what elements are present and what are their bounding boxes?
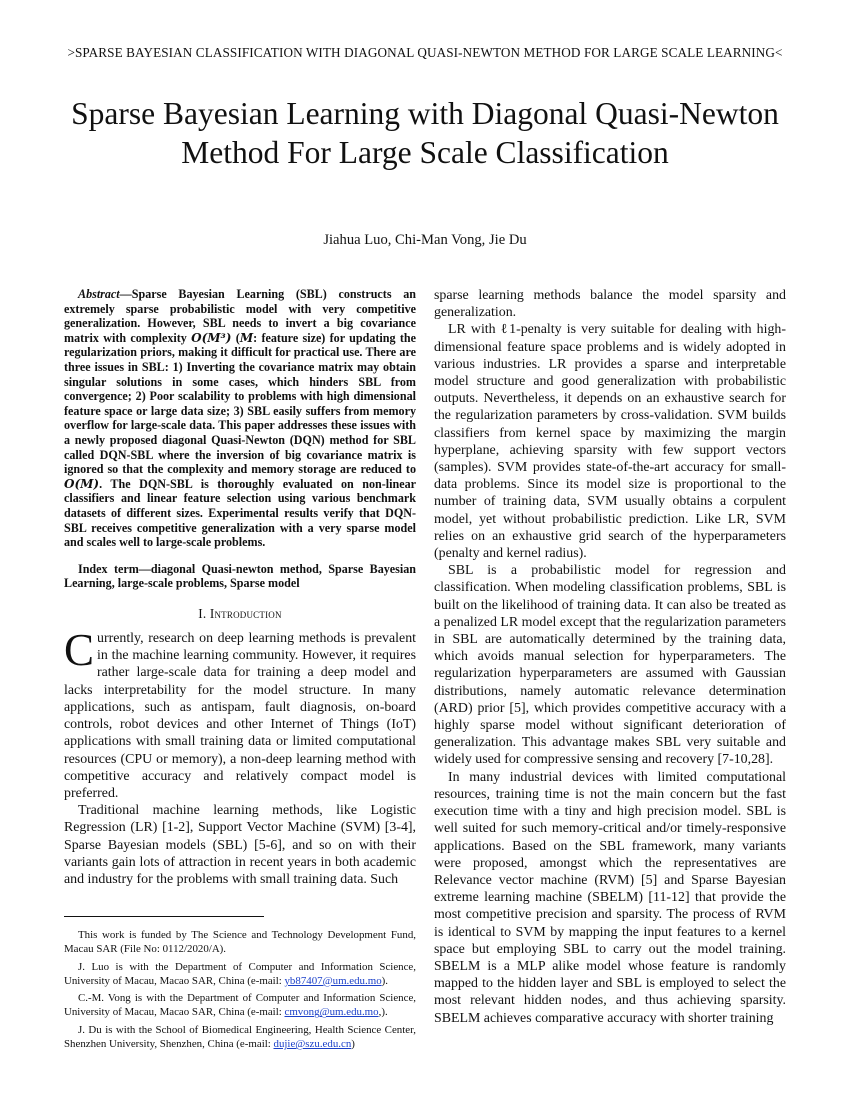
footnote-text: ,).	[378, 1006, 388, 1019]
section-number: I.	[198, 605, 207, 621]
footnote-text: C.-M. Vong is with the Department of Computer and Information Science, University of Macau, Macao SAR, China (e-mail:	[64, 992, 416, 1019]
footnote-text: ).	[381, 974, 388, 987]
abstract-text: : feature size) for updating the regularization priors, making it difficult for practical use. There are three issues in SBL: 1) Inverting the covariance matrix may obtain singular solutions in some cases, which hinders SBL from convergence; 2) Poor scalability to problems with high dimensional feature space or large data size; 3) SBL easily suffers from memory overflow for large-scale data. This paper addresses these issues with a newly proposed diagonal Quasi-Newton (DQN) method for SBL called DQN-SBL where the inversion of big covariance matrix is ignored so that the complexity and memory storage are reduced to	[64, 330, 416, 477]
footnote-author	[64, 960, 416, 989]
footnote-funding: This work is funded by The Science and Technology Development Fund, Macau SAR (File No: 0112/2020/A).	[64, 929, 416, 956]
drop-cap: C	[64, 625, 95, 676]
footnote-author	[64, 991, 416, 1020]
body-paragraph: In many industrial devices with limited computational resources, training time is not the main concern but the fast execution time with a tiny and high precision model. SBL is well suited for such memory-critical and/or timely-responsive applications. Based on the SBL framework, many variants were proposed, amongst which the representatives are Relevance vector machine (RVM) [5] and Sparse Bayesian extreme learning machine (SBELM) [11-12] that provide the most competitive precision and sparsity. The process of RVM is identical to SVM by mapping the input features to a kernel space but employing SBL to carry out the model training. SBELM is a MLP alike model whose feature is randomly mapped to the hidden layer and SBL is employed to select the most relevant hidden nodes, and thus achieving sparsity. SBELM achieves comparative accuracy with shorter training	[434, 769, 786, 1026]
footnote-author	[64, 1023, 416, 1052]
section-title: Introduction	[209, 605, 282, 621]
body-paragraph	[64, 625, 416, 802]
footnotes	[64, 916, 416, 1051]
body-paragraph: SBL is a probabilistic model for regression and classification. When modeling classification problems, SBL is built on the likelihood of training data. It can also be treated as a penalized LR model except that the regularization parameters in SBL are automatically determined by the training data, which avoids manual selection for hyperparameters. The regularization hyperparameters are assumed with Gaussian distributions, namely automatic relevance determination (ARD) prior [5], which provides competitive accuracy with a highly sparse model without significant deterioration of generalization. This advantage makes SBL very suitable and widely used for compressive sensing and recovery [7-10,28].	[434, 563, 786, 768]
right-column	[434, 287, 786, 1027]
footnote-text: J. Du is with the School of Biomedical Engineering, Health Science Center, Shenzhen University, Shenzhen, China (e-mail:	[64, 1023, 416, 1051]
paper-title: Sparse Bayesian Learning with Diagonal Quasi-Newton Method For Large Scale Classification	[71, 96, 779, 170]
abstract-math: O(M)	[64, 476, 100, 491]
footnote-text: J. Luo is with the Department of Computer and Information Science, University of Macau, Macao SAR, China (e-mail:	[64, 960, 416, 987]
abstract-text: (	[231, 330, 240, 345]
abstract-text: . The DQN-SBL is thoroughly evaluated on non-linear classifiers and linear feature selection using various benchmark datasets of different sizes. Experimental results verify that DQN-SBL receives competitive generalization with a very sparse model and scales well to large-scale problems.	[64, 476, 416, 550]
body-paragraph: sparse learning methods balance the model sparsity and generalization.	[434, 288, 786, 321]
abstract-text: —Sparse Bayesian Learning (SBL) constructs an extremely sparse probabilistic model with very competitive generalization. However, SBL needs to invert a big covariance matrix with complexity	[64, 287, 416, 345]
email-link[interactable]: dujie@szu.edu.cn	[273, 1038, 352, 1051]
body-paragraph: LR with ℓ1-penalty is very suitable for dealing with high-dimensional feature space problems and is widely adopted in various industries. LR provides a sparse and interpretable model structure and good generalization with probabilistic outputs. Nevertheless, it depends on an exhaustive search for the regularization parameters by cross-validation. SVM builds classifiers from kernel space by maximizing the margin hyperplane, achieving sparsity with few support vectors (samples). SVM provides state-of-the-art accuracy for small-data problems. Since its model size is proportional to the number of training data, SVM usually obtains a corpulent model, yet without probabilistic prediction. Like LR, SVM relies on an exhaustive grid search of the hyperparameters (penalty and kernel radius).	[434, 322, 786, 562]
paragraph-text: urrently, research on deep learning methods is prevalent in the machine learning community. However, it requires rather large-scale data for training a deep model and lacks interpretability for the model structure. In many applications, such as antispam, fault diagnosis, on-board controls, robot devices and other Internet of Things (IoT) applications with small training data or limited computational resources (CPU or memory), a non-deep learning method with competitive accuracy and relatively compact model is preferred.	[64, 631, 416, 801]
section-heading	[64, 605, 416, 622]
email-link[interactable]: cmvong@um.edu.mo	[284, 1006, 379, 1019]
author-list: Jiahua Luo, Chi-Man Vong, Jie Du	[323, 232, 527, 248]
index-terms: Index term—diagonal Quasi-newton method, Sparse Bayesian Learning, large-scale problems, Sparse model	[64, 561, 416, 591]
abstract-math: M	[239, 330, 254, 345]
footnote-rule	[64, 916, 264, 917]
abstract	[64, 287, 416, 550]
email-link[interactable]: yb87407@um.edu.mo	[284, 974, 382, 987]
footnote-text: )	[351, 1038, 355, 1051]
abstract-math: O(M³)	[191, 330, 232, 345]
abstract-label: Abstract	[78, 287, 120, 301]
left-column	[64, 287, 416, 888]
body-paragraph: Traditional machine learning methods, like Logistic Regression (LR) [1-2], Support Vector Machine (SVM) [3-4], Sparse Bayesian models (SBL) [5-6], and so on with their variants gain lots of attraction in recent years in both academic and industry for the problems with small training data. Such	[64, 803, 416, 887]
running-header: >SPARSE BAYESIAN CLASSIFICATION WITH DIAGONAL QUASI-NEWTON METHOD FOR LARGE SCALE LEARNING<	[67, 45, 783, 60]
